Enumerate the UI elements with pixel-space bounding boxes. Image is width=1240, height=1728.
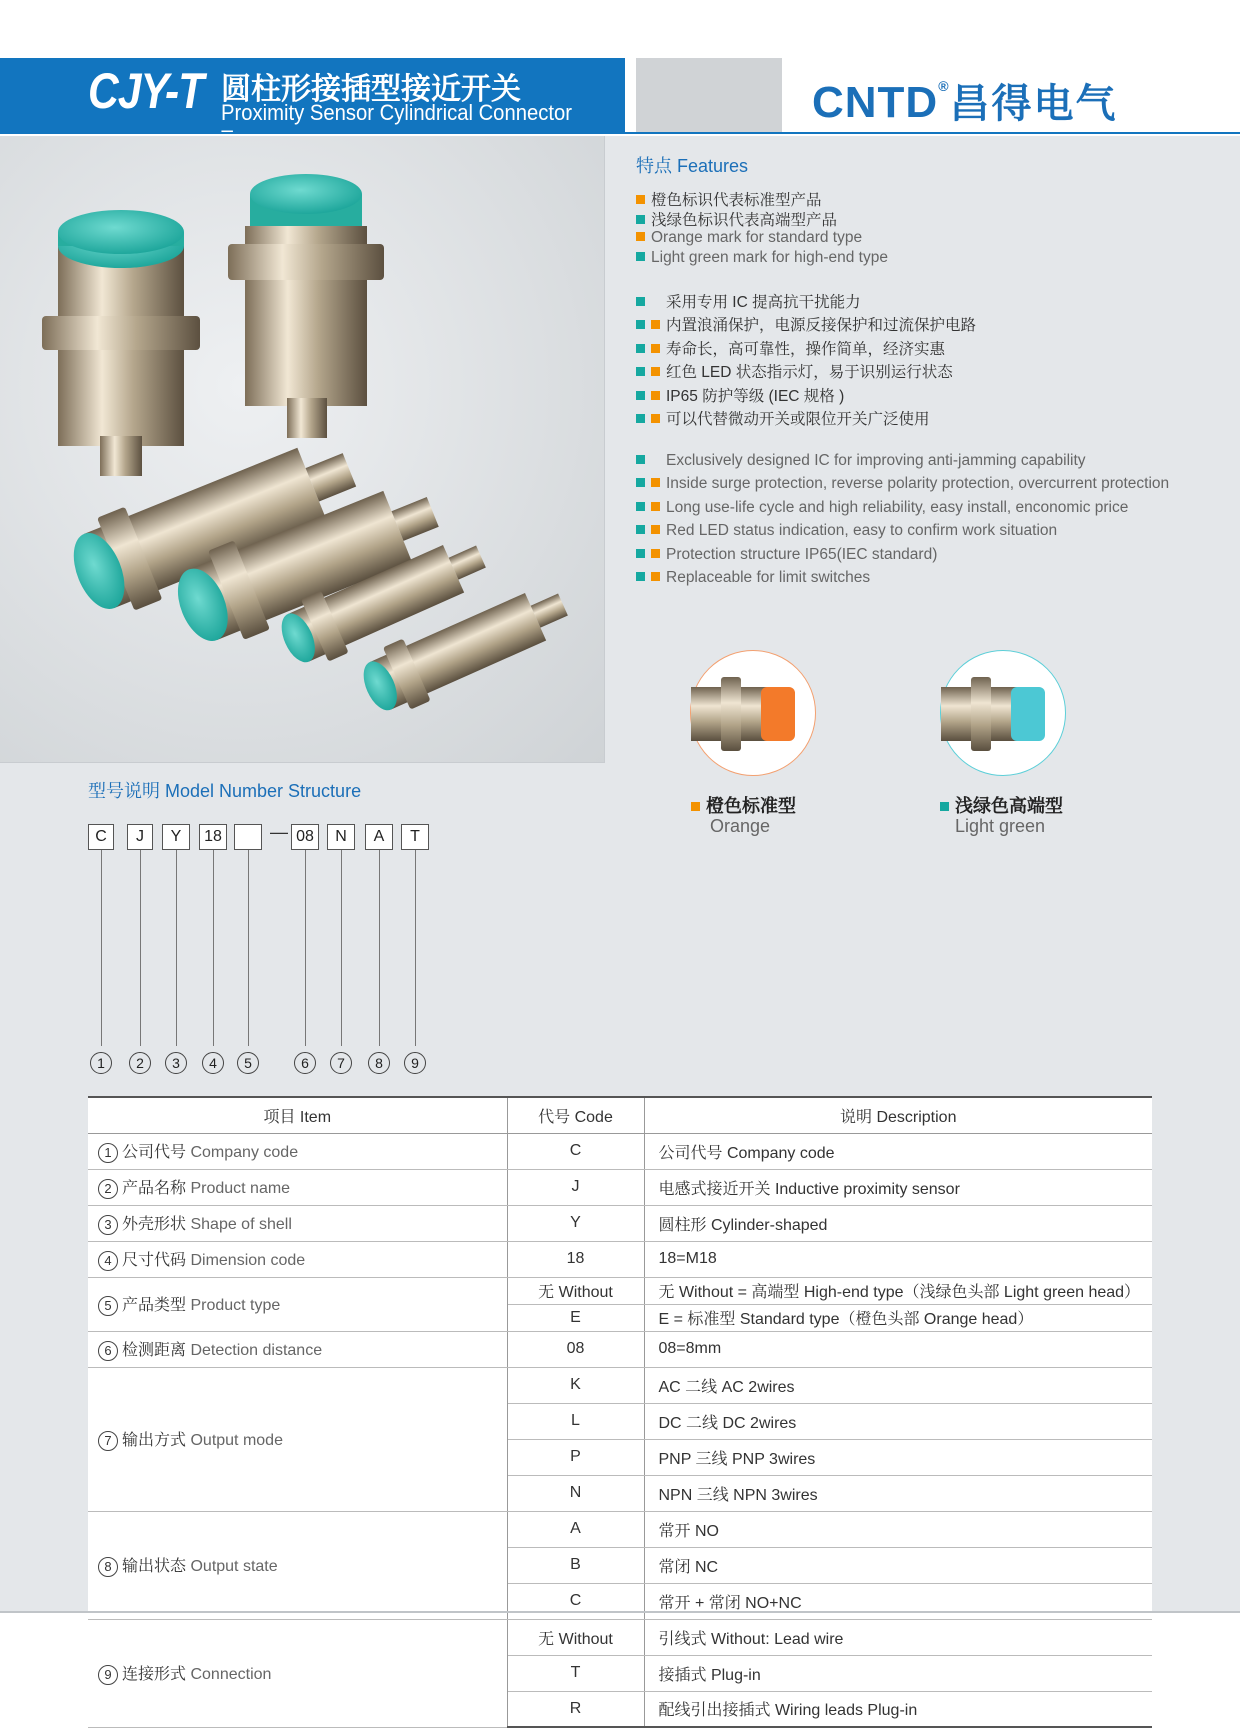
code-cell: E (507, 1304, 644, 1331)
table-row (88, 1331, 1152, 1367)
table-row (88, 1241, 1152, 1277)
table-row (88, 1367, 1152, 1403)
connector-line (415, 850, 416, 1046)
table-row (88, 1169, 1152, 1205)
model-code-table (88, 1096, 1152, 1728)
feature-text: Exclusively designed IC for improving anti-jamming capability (666, 452, 1086, 469)
connector-line (213, 850, 214, 1046)
table-body (88, 1133, 1152, 1727)
code-cell: N (507, 1475, 644, 1511)
feature-item (636, 229, 862, 247)
orange-square-icon (651, 572, 660, 581)
model-code-box: 08 (291, 824, 319, 850)
title-chinese: 圆柱形接插型接近开关 (221, 73, 521, 106)
item-en: Output state (190, 1558, 278, 1575)
table-row (88, 1205, 1152, 1241)
green-variant-cn: 浅绿色高端型 (955, 796, 1063, 816)
logo-chinese: 昌得电气 (949, 82, 1118, 126)
feature-item (636, 452, 1086, 470)
connector-line (176, 850, 177, 1046)
description-cell: 无 Without = 高端型 High-end type（浅绿色头部 Light green head） (644, 1277, 1152, 1304)
description-cell: 08=8mm (644, 1331, 1152, 1367)
orange-variant-image (690, 650, 816, 776)
feature-text: Light green mark for high-end type (651, 249, 888, 266)
orange-variant-cn: 橙色标准型 (706, 796, 796, 816)
green-square-icon (636, 215, 645, 224)
item-cell (88, 1619, 507, 1727)
table-row (88, 1277, 1152, 1304)
position-number: 2 (129, 1052, 151, 1074)
green-variant-label (940, 792, 1063, 818)
green-square-icon (636, 478, 645, 487)
code-cell: 无 Without (507, 1277, 644, 1304)
header-grey-block (636, 58, 782, 132)
description-cell: 常开 + 常闭 NO+NC (644, 1583, 1152, 1619)
connector-line (101, 850, 102, 1046)
position-number: 1 (90, 1052, 112, 1074)
code-cell: J (507, 1169, 644, 1205)
model-code: CJY-T (88, 63, 204, 119)
registered-mark: ® (938, 78, 950, 94)
code-cell: L (507, 1403, 644, 1439)
description-cell: 电感式接近开关 Inductive proximity sensor (644, 1169, 1152, 1205)
feature-text: Red LED status indication, easy to confirm work situation (666, 522, 1058, 539)
green-sensor-icon (941, 651, 1067, 777)
content-panel (0, 136, 1240, 1720)
item-cell (88, 1331, 507, 1367)
item-cn: 检测距离 (122, 1342, 187, 1359)
blank-square-icon (651, 456, 660, 465)
table-row (88, 1619, 1152, 1655)
item-cell (88, 1169, 507, 1205)
green-mark-icon (940, 802, 949, 811)
model-code-box: Y (162, 824, 190, 850)
description-cell: NPN 三线 NPN 3wires (644, 1475, 1152, 1511)
item-number: 5 (98, 1296, 118, 1316)
item-en: Output mode (190, 1432, 283, 1449)
model-code-box: N (327, 824, 355, 850)
description-cell: 配线引出接插式 Wiring leads Plug-in (644, 1691, 1152, 1727)
code-cell: 08 (507, 1331, 644, 1367)
green-variant-en: Light green (955, 816, 1046, 836)
connector-line (379, 850, 380, 1046)
code-cell: 18 (507, 1241, 644, 1277)
green-square-icon (636, 572, 645, 581)
item-cell (88, 1241, 507, 1277)
connector-line (305, 850, 306, 1046)
orange-mark-icon (691, 802, 700, 811)
feature-item (636, 337, 945, 359)
model-code-box: A (365, 824, 393, 850)
code-cell: 无 Without (507, 1619, 644, 1655)
feature-item (636, 249, 888, 267)
green-square-icon (636, 549, 645, 558)
item-number: 4 (98, 1251, 118, 1271)
item-cell (88, 1205, 507, 1241)
green-square-icon (636, 367, 645, 376)
item-en: Dimension code (190, 1252, 306, 1269)
bottom-divider (0, 1611, 1240, 1613)
connector-line (140, 850, 141, 1046)
feature-item (636, 522, 1057, 540)
green-square-icon (636, 252, 645, 261)
feature-item (636, 290, 861, 312)
feature-text: Long use-life cycle and high reliability, easy install, enconomic price (666, 499, 1129, 516)
page-header (0, 58, 1240, 134)
orange-variant-en: Orange (710, 816, 771, 836)
description-cell: E = 标准型 Standard type（橙色头部 Orange head） (644, 1304, 1152, 1331)
item-en: Product type (190, 1297, 281, 1314)
sensors-illustration (0, 136, 605, 763)
feature-item (636, 407, 930, 429)
table-row (88, 1511, 1152, 1547)
code-cell: C (507, 1133, 644, 1169)
orange-square-icon (651, 320, 660, 329)
item-cell (88, 1367, 507, 1511)
item-cell (88, 1277, 507, 1331)
description-cell: PNP 三线 PNP 3wires (644, 1439, 1152, 1475)
feature-text: Inside surge protection, reverse polarity protection, overcurrent protection (666, 475, 1170, 492)
header-title-bar (0, 58, 625, 132)
orange-square-icon (651, 344, 660, 353)
position-number: 7 (330, 1052, 352, 1074)
description-cell: 引线式 Without: Lead wire (644, 1619, 1152, 1655)
features-title: 特点 Features (636, 156, 749, 176)
item-cn: 产品类型 (122, 1297, 187, 1314)
feature-item (636, 499, 1128, 517)
description-cell: DC 二线 DC 2wires (644, 1403, 1152, 1439)
description-cell: AC 二线 AC 2wires (644, 1367, 1152, 1403)
feature-text: 可以代替微动开关或限位开关广泛使用 (666, 411, 930, 428)
position-number: 6 (294, 1052, 316, 1074)
position-number: 3 (165, 1052, 187, 1074)
header-underline (0, 132, 1240, 134)
logo-text: CNTD (812, 78, 939, 127)
item-en: Company code (190, 1144, 299, 1161)
code-cell: Y (507, 1205, 644, 1241)
table-row (88, 1133, 1152, 1169)
green-variant-image (940, 650, 1066, 776)
item-number: 6 (98, 1341, 118, 1361)
brand-logo (812, 72, 1118, 129)
description-cell: 常开 NO (644, 1511, 1152, 1547)
separator-dash: — (270, 822, 288, 842)
description-cell: 常闭 NC (644, 1547, 1152, 1583)
feature-text: 橙色标识代表标准型产品 (651, 192, 822, 209)
connector-line (248, 850, 249, 1046)
item-en: Shape of shell (190, 1216, 292, 1233)
orange-sensor-icon (691, 651, 817, 777)
table-header-row (88, 1097, 1152, 1133)
item-cn: 输出状态 (122, 1558, 187, 1575)
green-square-icon (636, 455, 645, 464)
item-cn: 连接形式 (122, 1666, 187, 1683)
feature-text: Orange mark for standard type (651, 229, 863, 246)
code-cell: R (507, 1691, 644, 1727)
code-cell: K (507, 1367, 644, 1403)
connector-line (341, 850, 342, 1046)
green-square-icon (636, 525, 645, 534)
description-cell: 接插式 Plug-in (644, 1655, 1152, 1691)
feature-text: 内置浪涌保护，电源反接保护和过流保护电路 (666, 317, 977, 334)
header-description: 说明 Description (644, 1097, 1152, 1133)
code-cell: P (507, 1439, 644, 1475)
feature-item (636, 360, 953, 382)
item-number: 2 (98, 1179, 118, 1199)
feature-item (636, 313, 976, 335)
sensor-upright-right (228, 174, 384, 438)
model-code-box: J (127, 824, 153, 850)
model-structure-title: 型号说明 Model Number Structure (88, 781, 362, 801)
model-code-box: 18 (199, 824, 227, 850)
feature-text: Protection structure IP65(IEC standard) (666, 546, 938, 563)
green-square-icon (636, 297, 645, 306)
feature-text: 采用专用 IC 提高抗干扰能力 (666, 294, 861, 311)
green-square-icon (636, 391, 645, 400)
item-cn: 公司代号 (122, 1144, 187, 1161)
feature-item (636, 546, 937, 564)
position-number: 5 (237, 1052, 259, 1074)
description-cell: 18=M18 (644, 1241, 1152, 1277)
orange-square-icon (651, 478, 660, 487)
green-square-icon (636, 344, 645, 353)
orange-square-icon (651, 549, 660, 558)
description-cell: 公司代号 Company code (644, 1133, 1152, 1169)
feature-text: 浅绿色标识代表高端型产品 (651, 212, 838, 229)
code-cell: A (507, 1511, 644, 1547)
description-cell: 圆柱形 Cylinder-shaped (644, 1205, 1152, 1241)
item-number: 1 (98, 1143, 118, 1163)
item-number: 7 (98, 1431, 118, 1451)
header-code: 代号 Code (507, 1097, 644, 1133)
orange-square-icon (651, 525, 660, 534)
position-number: 4 (202, 1052, 224, 1074)
orange-square-icon (636, 232, 645, 241)
feature-item (636, 208, 837, 230)
item-number: 3 (98, 1215, 118, 1235)
orange-square-icon (651, 367, 660, 376)
feature-text: IP65 防护等级 (IEC 规格 ) (666, 388, 845, 405)
item-number: 8 (98, 1557, 118, 1577)
header-item: 项目 Item (88, 1097, 507, 1133)
position-number: 9 (404, 1052, 426, 1074)
model-code-box: T (401, 824, 429, 850)
blank-square-icon (651, 298, 660, 307)
feature-text: Replaceable for limit switches (666, 569, 871, 586)
feature-item (636, 475, 1169, 493)
item-number: 9 (98, 1665, 118, 1685)
green-square-icon (636, 502, 645, 511)
orange-square-icon (636, 195, 645, 204)
code-cell: B (507, 1547, 644, 1583)
model-code-box (234, 824, 262, 850)
item-cell (88, 1511, 507, 1619)
feature-item (636, 569, 870, 587)
title-english: Proximity Sensor Cylindrical Connector (221, 100, 572, 125)
feature-text: 红色 LED 状态指示灯，易于识别运行状态 (666, 364, 953, 381)
item-cn: 输出方式 (122, 1432, 187, 1449)
green-square-icon (636, 414, 645, 423)
feature-item (636, 384, 844, 406)
feature-text: 寿命长，高可靠性，操作简单，经济实惠 (666, 341, 946, 358)
item-cn: 外壳形状 (122, 1216, 187, 1233)
product-photo (0, 136, 605, 763)
feature-item (636, 188, 822, 210)
item-en: Detection distance (190, 1342, 323, 1359)
code-cell: C (507, 1583, 644, 1619)
item-en: Connection (190, 1666, 272, 1683)
item-cell (88, 1133, 507, 1169)
code-cell: T (507, 1655, 644, 1691)
item-cn: 尺寸代码 (122, 1252, 187, 1269)
position-number: 8 (368, 1052, 390, 1074)
orange-square-icon (651, 414, 660, 423)
orange-square-icon (651, 502, 660, 511)
sensor-upright-left (42, 210, 200, 476)
green-square-icon (636, 320, 645, 329)
item-en: Product name (190, 1180, 291, 1197)
item-cn: 产品名称 (122, 1180, 187, 1197)
orange-variant-label (691, 792, 796, 818)
orange-square-icon (651, 391, 660, 400)
model-code-box: C (88, 824, 114, 850)
